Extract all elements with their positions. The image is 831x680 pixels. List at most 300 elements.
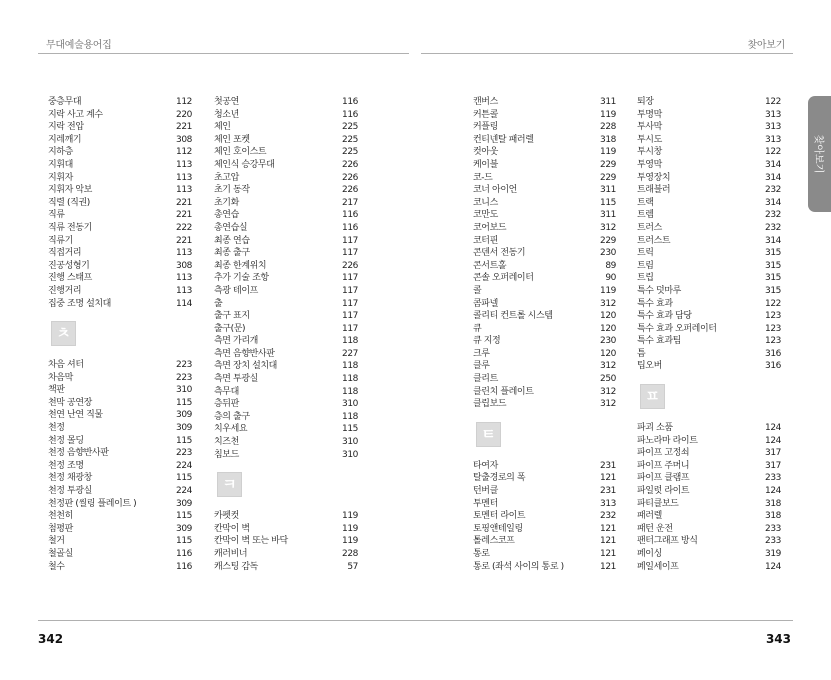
index-entry [48,422,192,435]
index-entry [473,260,616,273]
index-term: 코-드 [473,172,493,183]
index-page-ref: 228 [342,549,358,559]
index-term: 천막 공연장 [48,397,92,408]
index-term: 클린치 플레이트 [473,386,534,397]
index-page-ref: 309 [176,423,192,434]
index-term: 천정 음향반사판 [48,448,109,459]
index-term: 투영장치 [637,172,671,183]
index-entry [473,209,616,222]
index-term: 컨티넨탈 패러렐 [473,134,534,145]
index-entry [214,285,358,298]
index-page-ref: 315 [765,285,781,296]
index-entry [637,485,781,498]
index-entry [637,260,781,273]
index-entry [473,523,616,536]
index-entry [214,184,358,197]
index-page-ref: 229 [600,159,616,170]
index-page-ref: 117 [342,311,358,322]
index-entry [214,323,358,336]
index-entry [637,523,781,536]
index-page-ref: 226 [342,172,358,183]
index-page-ref: 308 [176,134,192,145]
index-term: 클리트 [473,374,498,385]
index-term: 최종 한계위치 [214,260,267,271]
index-page-ref: 117 [342,298,358,309]
index-term: 특수 효과 [637,298,673,309]
index-entry [48,359,192,372]
index-term: 진행 스태프 [48,273,92,284]
index-entry [48,548,192,561]
index-entry [637,247,781,260]
index-term: 지하층 [48,147,73,158]
page-number-right: 343 [765,632,791,646]
index-term: 코터핀 [473,235,498,246]
index-term: 직류기 [48,235,73,246]
index-term: 톨레스코프 [473,536,515,547]
index-entry [214,335,358,348]
index-entry [48,184,192,197]
index-page-ref: 118 [342,374,358,385]
index-entry [214,197,358,210]
index-term: 팬터그래프 방식 [637,536,698,547]
index-page-ref: 312 [600,386,616,397]
index-entry [214,298,358,311]
index-term: 측면 가리개 [214,336,258,347]
index-page-ref: 319 [765,549,781,559]
index-entry [637,422,781,435]
index-term: 투사막 [637,122,662,133]
index-term: 총연습 [214,210,239,221]
index-entry [637,323,781,336]
index-page-ref: 124 [765,561,781,572]
index-page-ref: 318 [765,498,781,509]
index-page-ref: 313 [765,134,781,145]
index-entry [214,260,358,273]
index-page-ref: 227 [342,348,358,359]
index-entry [637,272,781,285]
index-entry [637,134,781,147]
index-entry [637,285,781,298]
index-entry [214,360,358,373]
index-page-ref: 89 [605,260,616,271]
index-entry [48,485,192,498]
index-term: 큐 [473,323,482,334]
index-term: 트립 [637,273,654,284]
index-entry [473,348,616,361]
index-page-ref: 225 [342,134,358,145]
index-page-ref: 316 [765,361,781,372]
index-entry [637,209,781,222]
index-term: 층의 출구 [214,411,250,422]
index-term: 측면 투광실 [214,374,258,385]
index-page-ref: 226 [342,159,358,170]
index-entry [48,172,192,185]
index-entry [473,298,616,311]
index-term: 지휘자 악보 [48,185,92,196]
index-entry [48,134,192,147]
index-page-ref: 310 [342,449,358,460]
index-page-ref: 309 [176,523,192,534]
index-page-ref: 122 [765,97,781,107]
index-column-4 [637,96,781,573]
index-entry [214,436,358,449]
index-term: 지레깨기 [48,134,82,145]
index-page-ref: 250 [600,374,616,385]
index-term: 차음 셔터 [48,360,84,371]
index-page-ref: 116 [176,561,192,572]
index-page-ref: 113 [176,248,192,259]
index-page-ref: 314 [765,159,781,170]
index-term: 투영막 [637,159,662,170]
index-term: 차음막 [48,372,73,383]
section-letter-badge: ㅌ [476,422,501,447]
index-entry [214,235,358,248]
index-page-ref: 315 [765,260,781,271]
index-term: 팁오버 [637,361,662,372]
section-letter-badge: ㅊ [51,321,76,346]
index-entry [48,197,192,210]
index-page-ref: 232 [765,210,781,221]
index-page-ref: 308 [176,260,192,271]
index-entry [473,134,616,147]
index-page-ref: 118 [342,411,358,422]
index-term: 출구(문) [214,323,246,334]
index-term: 퇴장 [637,97,654,107]
index-term: 천정 몰딩 [48,435,84,446]
index-entry [214,134,358,147]
index-term: 트래블러 [637,185,671,196]
index-term: 통로 [473,549,490,559]
index-page-ref: 122 [765,298,781,309]
index-term: 코만도 [473,210,498,221]
index-page-ref: 310 [176,385,192,396]
index-entry [214,109,358,122]
index-term: 클루 [473,361,490,372]
index-entry [637,472,781,485]
index-entry [48,384,192,397]
index-page-ref: 231 [600,486,616,497]
index-term: 치우세요 [214,424,248,435]
index-page-ref: 90 [605,273,616,284]
index-term: 철골실 [48,549,73,559]
index-entry [48,498,192,511]
index-term: 파괴 소품 [637,423,673,434]
index-term: 체인 호이스트 [214,147,267,158]
index-term: 캐스팅 감독 [214,561,258,572]
index-page-ref: 312 [600,298,616,309]
index-term: 최종 연습 [214,235,250,246]
index-page-ref: 116 [342,222,358,233]
index-side-tab[interactable] [808,96,831,212]
index-page-ref: 314 [765,235,781,246]
index-page-ref: 119 [342,523,358,534]
index-entry [473,386,616,399]
section-letter-badge: ㅋ [217,472,242,497]
index-page-ref: 309 [176,498,192,509]
index-page-ref: 114 [176,298,192,309]
index-term: 트러스트 [637,235,671,246]
index-term: 직류 [48,210,65,221]
index-entry [214,272,358,285]
index-page-ref: 121 [600,549,616,559]
index-page-ref: 228 [600,122,616,133]
index-page-ref: 112 [176,147,192,158]
index-term: 탈출경로의 폭 [473,473,526,484]
index-term: 코어보드 [473,222,507,233]
index-entry [473,146,616,159]
header-rule-left [38,53,409,54]
index-page-ref: 314 [765,172,781,183]
index-page-ref: 310 [342,399,358,410]
index-term: 첫공연 [214,97,239,107]
index-term: 토멘터 라이트 [473,511,526,522]
index-page-ref: 121 [600,523,616,534]
index-page-ref: 316 [765,348,781,359]
index-entry [637,96,781,109]
index-term: 캐러비너 [214,549,248,559]
index-term: 페이싱 [637,549,662,559]
index-term: 지휘자 [48,172,73,183]
index-term: 천정 [48,423,65,434]
index-page-ref: 311 [600,185,616,196]
index-page-ref: 229 [600,235,616,246]
index-page-ref: 124 [765,435,781,446]
index-entry [214,121,358,134]
index-page-ref: 233 [765,523,781,534]
index-term: 측면 음향반사판 [214,348,275,359]
index-page-ref: 314 [765,197,781,208]
index-entry [214,561,358,574]
index-entry [48,235,192,248]
index-term: 특수 효과 오퍼레이터 [637,323,717,334]
index-entry [214,411,358,424]
index-term: 측광 테이프 [214,285,258,296]
index-page-ref: 116 [342,109,358,120]
index-entry [214,247,358,260]
index-entry [48,409,192,422]
index-page-ref: 117 [342,235,358,246]
index-term: 중층무대 [48,97,82,107]
index-entry [637,510,781,523]
index-entry [637,298,781,311]
index-entry [214,172,358,185]
index-term: 측무대 [214,386,239,397]
index-term: 체인 포켓 [214,134,250,145]
index-entry [48,159,192,172]
index-entry [473,96,616,109]
index-term: 책판 [48,385,65,396]
index-column-2 [214,96,358,573]
index-entry [48,209,192,222]
index-page-ref: 115 [176,397,192,408]
index-entry [637,460,781,473]
index-term: 초기화 [214,197,239,208]
index-page-ref: 224 [176,486,192,497]
index-term: 투시창 [637,147,662,158]
index-term: 첨평판 [48,523,73,534]
index-entry [637,235,781,248]
index-page-ref: 119 [600,285,616,296]
index-entry [637,535,781,548]
index-page-ref: 221 [176,122,192,133]
index-entry [48,397,192,410]
index-entry [214,222,358,235]
index-page-ref: 315 [765,248,781,259]
index-page-ref: 312 [600,222,616,233]
index-entry [473,360,616,373]
index-page-ref: 123 [765,323,781,334]
index-term: 트렘 [637,210,654,221]
index-page-ref: 230 [600,248,616,259]
index-page-ref: 223 [176,448,192,459]
header-rule-right [421,53,793,54]
index-term: 패러렐 [637,511,662,522]
index-term: 콘덴서 전동기 [473,248,526,259]
index-entry [637,172,781,185]
index-page-ref: 123 [765,311,781,322]
index-term: 투명막 [637,109,662,120]
index-page-ref: 226 [342,260,358,271]
index-term: 통로 (좌석 사이의 통로 ) [473,561,564,572]
index-term: 직접거리 [48,248,82,259]
index-page-ref: 221 [176,235,192,246]
index-entry [214,310,358,323]
index-page-ref: 116 [342,210,358,221]
index-page-ref: 223 [176,372,192,383]
index-page-ref: 311 [600,210,616,221]
index-entry [214,523,358,536]
index-entry [473,398,616,411]
index-entry [637,335,781,348]
index-page-ref: 113 [176,285,192,296]
index-page-ref: 318 [765,511,781,522]
index-entry [637,548,781,561]
index-entry [473,159,616,172]
index-term: 천정 조명 [48,460,84,471]
index-term: 천연 난연 직물 [48,410,103,421]
index-page-ref: 117 [342,323,358,334]
index-term: 콜 [473,285,482,296]
index-term: 초고압 [214,172,239,183]
index-page-ref: 233 [765,536,781,547]
index-page-ref: 113 [176,172,192,183]
index-term: 지락 전압 [48,122,84,133]
index-term: 직렬 (직권) [48,197,90,208]
index-page-ref: 232 [765,185,781,196]
index-entry [637,184,781,197]
index-entry [637,447,781,460]
index-page-ref: 115 [176,473,192,484]
index-page-ref: 309 [176,410,192,421]
index-page-ref: 119 [600,109,616,120]
index-entry [637,348,781,361]
index-entry [48,561,192,574]
index-page-ref: 113 [176,273,192,284]
index-term: 캔버스 [473,97,498,107]
index-page-ref: 119 [600,147,616,158]
index-page-ref: 312 [600,361,616,372]
index-term: 특수 효과팀 [637,336,681,347]
index-entry [48,535,192,548]
index-entry [214,373,358,386]
index-term: 투멘터 [473,498,498,509]
index-entry [637,561,781,574]
index-entry [214,159,358,172]
index-page-ref: 115 [176,511,192,522]
index-term: 타여자 [473,460,498,471]
index-term: 커튼콜 [473,109,498,120]
index-term: 파일럿 라이트 [637,486,690,497]
index-entry [473,272,616,285]
index-term: 침보드 [214,449,239,460]
index-entry [214,398,358,411]
index-page-ref: 225 [342,122,358,133]
index-entry [214,386,358,399]
index-term: 칸막이 벽 또는 바닥 [214,536,288,547]
index-entry [48,523,192,536]
index-term: 최종 출구 [214,248,250,259]
index-term: 클립보드 [473,399,507,410]
index-page-ref: 317 [765,448,781,459]
index-page-ref: 313 [765,109,781,120]
index-term: 파이프 고정쇠 [637,448,690,459]
index-term: 집중 조명 설치대 [48,298,111,309]
index-entry [214,209,358,222]
index-page-ref: 116 [342,97,358,107]
index-term: 천정판 (씰링 플레이트 ) [48,498,137,509]
index-page-ref: 224 [176,460,192,471]
index-term: 청소년 [214,109,239,120]
index-entry [473,548,616,561]
index-entry [48,272,192,285]
index-term: 체인 [214,122,231,133]
index-term: 특수 효과 담당 [637,311,692,322]
index-entry [473,247,616,260]
index-term: 천정 채광창 [48,473,92,484]
index-entry [473,335,616,348]
page-number-left: 342 [38,632,64,646]
index-term: 칸막이 벽 [214,523,250,534]
index-entry [637,146,781,159]
index-term: 트릭 [637,248,654,259]
index-entry [637,498,781,511]
index-entry [473,109,616,122]
index-term: 천천히 [48,511,73,522]
index-page-ref: 310 [342,437,358,448]
index-page-ref: 226 [342,185,358,196]
index-entry [473,323,616,336]
index-page-ref: 115 [176,435,192,446]
index-page-ref: 230 [600,336,616,347]
index-entry [48,285,192,298]
index-term: 콤파넬 [473,298,498,309]
index-term: 파티클보드 [637,498,679,509]
index-page-ref: 223 [176,360,192,371]
index-term: 코너 아이언 [473,185,517,196]
index-entry [473,222,616,235]
index-entry [48,146,192,159]
index-term: 커플링 [473,122,498,133]
index-page-ref: 312 [600,399,616,410]
index-page-ref: 117 [342,285,358,296]
index-entry [48,121,192,134]
index-entry [473,498,616,511]
index-entry [637,222,781,235]
index-entry [48,435,192,448]
page-header-right-title: 찾아보기 [747,40,785,51]
index-term: 패턴 운전 [637,523,673,534]
index-page-ref: 232 [765,222,781,233]
